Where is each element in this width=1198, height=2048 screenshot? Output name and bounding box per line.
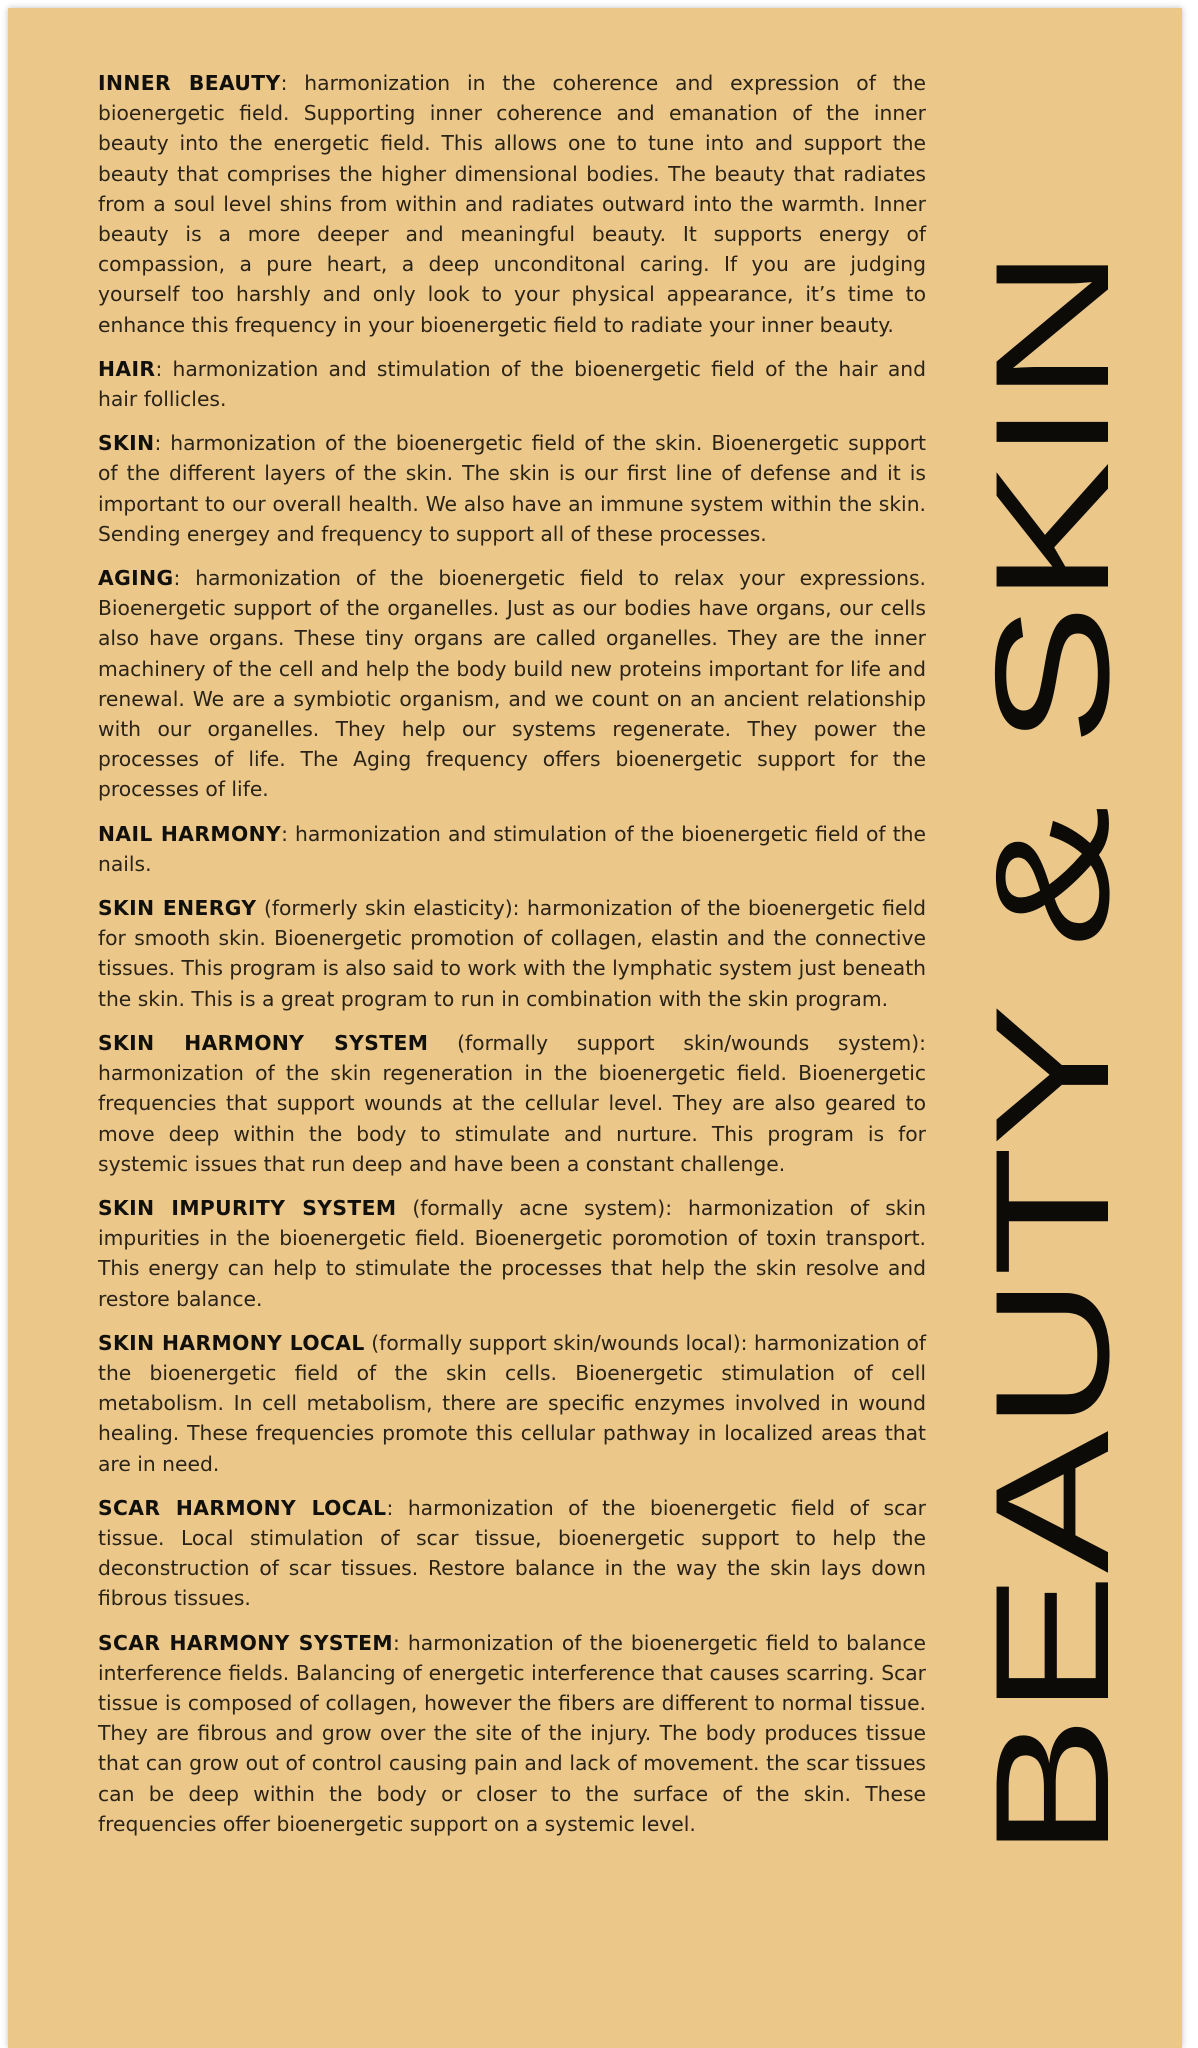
- document-page: [8, 8, 1182, 2048]
- side-title: [962, 238, 1143, 1878]
- entry-term: SCAR HARMONY LOCAL: [98, 1495, 387, 1520]
- entry-scar-harmony-local: [98, 1493, 926, 1614]
- entry-text: (formally support skin/wounds local): harmonization of the bioenergetic field of the skin cells. Bioenergetic stimulation of cell metabolism. In cell metabolism, there are specific enzymes involved in wound healing. These frequencies promote this cellular pathway in localized areas that are in need.: [98, 1330, 926, 1476]
- entry-text: (formally support skin/wounds system): harmonization of the skin regeneration in the bioenergetic field. Bioenergetic frequencies that support wounds at the cellular level. They are also geared to move deep within the body to stimulate and nurture. This program is for systemic issues that run deep and have been a constant challenge.: [98, 1030, 926, 1176]
- entry-hair: [98, 354, 926, 414]
- side-title-svg: [962, 238, 1143, 1878]
- entry-text: (formerly skin elasticity): harmonization of the bioenergetic field for smooth skin. Bioenergetic promotion of collagen, elastin and the connective tissues. This program is also said to work with the lymphatic system just beneath the skin. This is a great program to run in combination with the skin program.: [98, 896, 926, 1011]
- entry-term: SKIN: [98, 431, 155, 456]
- entry-term: INNER BEAUTY: [98, 71, 281, 95]
- side-title-text: BEAUTY & SKIN: [962, 636, 1143, 1858]
- entry-text: : harmonization in the coherence and expression of the bioenergetic field. Supporting inner coherence and emanation of the inner beauty into the energetic field. This allows one to tune into and support the beauty that comprises the higher dimensional bodies. The beauty that radiates from a soul level shins from within and radiates outward into the warmth. Inner beauty is a more deeper and meaningful beauty. It supports energy of compassion, a pure heart, a deep unconditonal caring. If you are judging yourself too harshly and only look to your physical appearance, it’s time to enhance this frequency in your bioenergetic field to radiate your inner beauty.: [98, 71, 926, 337]
- entry-term: AGING: [98, 566, 174, 591]
- entry-text: (formally acne system): harmonization of skin impurities in the bioenergetic field. Bioenergetic poromotion of toxin transport. This energy can help to stimulate the processes that help the skin resolve and restore balance.: [98, 1195, 926, 1311]
- entry-aging: [98, 563, 926, 805]
- entry-text: : harmonization of the bioenergetic field of the skin. Bioenergetic support of the different layers of the skin. The skin is our first line of defense and it is important to our overall health. We also have an immune system within the skin. Sending energey and frequency to support all of these processes.: [98, 431, 926, 546]
- entry-term: SCAR HARMONY SYSTEM: [98, 1630, 393, 1655]
- entries-column: [98, 68, 926, 1853]
- entry-text: : harmonization of the bioenergetic field to balance interference fields. Balancing of energetic interference that causes scarring. Scar tissue is composed of collagen, however the fibers are different to normal tissue. They are fibrous and grow over the site of the injury. The body produces tissue that can grow out of control causing pain and lack of movement. the scar tissues can be deep within the body or closer to the surface of the skin. These frequencies offer bioenergetic support on a systemic level.: [98, 1630, 926, 1836]
- entry-nail-harmony: [98, 819, 926, 879]
- entry-term: SKIN HARMONY SYSTEM: [98, 1030, 429, 1055]
- entry-text: : harmonization of the bioenergetic field of scar tissue. Local stimulation of scar tissue, bioenergetic support to help the deconstruction of scar tissues. Restore balance in the way the skin lays down fibrous tissues.: [98, 1495, 926, 1611]
- entry-text: : harmonization and stimulation of the bioenergetic field of the nails.: [98, 821, 926, 876]
- entry-skin-energy: [98, 893, 926, 1014]
- entry-text: : harmonization and stimulation of the bioenergetic field of the hair and hair follicles.: [98, 356, 926, 412]
- entry-skin-harmony-local: [98, 1328, 926, 1479]
- entry-term: HAIR: [98, 356, 156, 381]
- entry-skin: [98, 428, 926, 549]
- entry-term: SKIN ENERGY: [98, 896, 257, 921]
- entry-scar-harmony-system: [98, 1628, 926, 1839]
- entry-term: SKIN HARMONY LOCAL: [98, 1330, 365, 1355]
- entry-term: SKIN IMPURITY SYSTEM: [98, 1195, 397, 1220]
- entry-skin-harmony-system: [98, 1028, 926, 1179]
- entry-skin-impurity-system: [98, 1193, 926, 1314]
- entry-term: NAIL HARMONY: [98, 821, 282, 846]
- entry-text: : harmonization of the bioenergetic field to relax your expressions. Bioenergetic support of the organelles. Just as our bodies have organs, our cells also have organs. These tiny organs are called organelles. They are the inner machinery of the cell and help the body build new proteins important for life and renewal. We are a symbiotic organism, and we count on an ancient relationship with our organelles. They help our systems regenerate. They power the processes of life. The Aging frequency offers bioenergetic support for the processes of life.: [98, 566, 926, 802]
- entry-inner-beauty: [98, 68, 926, 340]
